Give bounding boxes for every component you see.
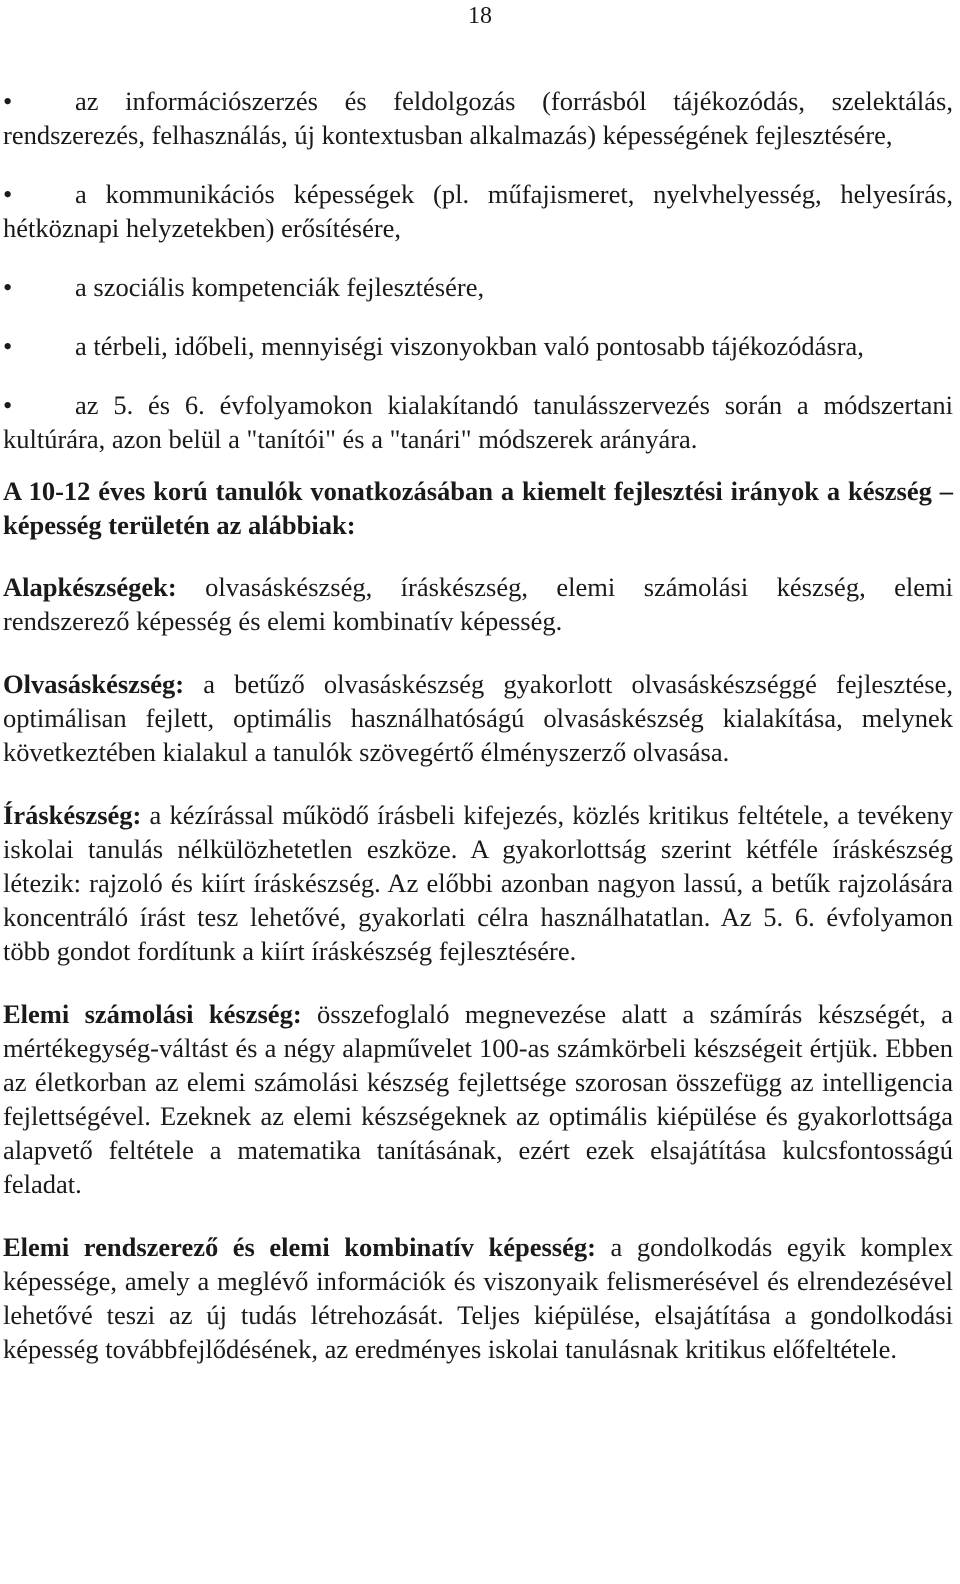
paragraph-text: a kézírással működő írásbeli kifejezés, közlés kritikus feltétele, a tevékeny iskolai tanulás nélkülözhetetlen eszköze. A gyakorlottság szerint kétféle íráskészség létezik: rajzoló és kiírt íráskészség. Az előbbi azonban nagyon lassú, a betűk rajzolására koncentráló írást tesz lehetővé, gyakorlati célra használhatatlan. Az 5. 6. évfolyamon több gondot fordítunk a kiírt íráskészség fejlesztésére. <box>3 800 953 966</box>
paragraph-rendszerezo <box>3 1230 953 1366</box>
bullet-icon: • <box>3 390 13 420</box>
paragraph-olvasaskeszseg <box>3 667 953 769</box>
list-item <box>3 84 953 152</box>
list-item-text: a szociális kompetenciák fejlesztésére, <box>75 272 485 302</box>
list-item-text: a kommunikációs képességek (pl. műfajismeret, nyelvhelyesség, helyesírás, hétköznapi helyzetekben) erősítésére, <box>3 179 953 243</box>
bullet-icon: • <box>3 272 13 302</box>
term-label: Alapkészségek: <box>3 572 177 602</box>
list-item <box>3 270 953 304</box>
list-item-text: az információszerzés és feldolgozás (forrásból tájékozódás, szelektálás, rendszerezés, felhasználás, új kontextusban alkalmazás) képességének fejlesztésére, <box>3 86 953 150</box>
paragraph-szamolasi <box>3 997 953 1201</box>
section-heading: A 10-12 éves korú tanulók vonatkozásában a kiemelt fejlesztési irányok a készség – képesség területén az alábbiak: <box>3 476 953 540</box>
bullet-list <box>3 84 953 456</box>
bullet-icon: • <box>3 331 13 361</box>
paragraph-text: a gondolkodás egyik komplex képessége, amely a meglévő információk és viszonyaik felismerésével és elrendezésével lehetővé teszi az új tudás létrehozását. Teljes kiépülése, elsajátítása a gondolkodási képesség továbbfejlődésének, az eredményes iskolai tanulásnak kritikus előfeltétele. <box>3 1232 954 1364</box>
list-item <box>3 388 953 456</box>
term-label: Elemi rendszerező és elemi kombinatív képesség: <box>3 1232 596 1262</box>
page-number: 18 <box>468 3 492 29</box>
term-label: Olvasáskészség: <box>3 669 185 699</box>
term-label: Elemi számolási készség: <box>3 999 302 1029</box>
list-item <box>3 177 953 245</box>
term-label: Íráskészség: <box>3 800 142 830</box>
paragraph-text: olvasáskészség, íráskészség, elemi számolási készség, elemi rendszerező képesség és elemi kombinatív képesség. <box>3 572 953 636</box>
paragraph-text: összefoglaló megnevezése alatt a számírás készségét, a mértékegység-váltást és a négy alapművelet 100-as számkörbeli készségeit értjük. Ebben az életkorban az elemi számolási készség fejlettsége szorosan összefügg az intelligencia fejlettségével. Ezeknek az elemi készségeknek az optimális kiépülése és gyakorlottsága alapvető feltétele a matematika tanításának, ezért ezek elsajátítása kulcsfontosságú feladat. <box>3 999 953 1199</box>
list-item-text: az 5. és 6. évfolyamokon kialakítandó tanulásszervezés során a módszertani kultúrára, azon belül a "tanítói" és a "tanári" módszerek arányára. <box>3 390 953 454</box>
paragraph-alapkeszsegek <box>3 570 953 638</box>
list-item <box>3 329 953 363</box>
bullet-icon: • <box>3 179 13 209</box>
list-item-text: a térbeli, időbeli, mennyiségi viszonyokban való pontosabb tájékozódásra, <box>75 331 864 361</box>
paragraph-iraskeszseg <box>3 798 953 968</box>
page-content <box>3 84 953 1395</box>
bullet-icon: • <box>3 86 13 116</box>
paragraph-text: a betűző olvasáskészség gyakorlott olvasáskészséggé fejlesztése, optimálisan fejlett, optimális használhatóságú olvasáskészség kialakítása, melynek következtében kialakul a tanulók szövegértő élményszerző olvasása. <box>3 669 953 767</box>
